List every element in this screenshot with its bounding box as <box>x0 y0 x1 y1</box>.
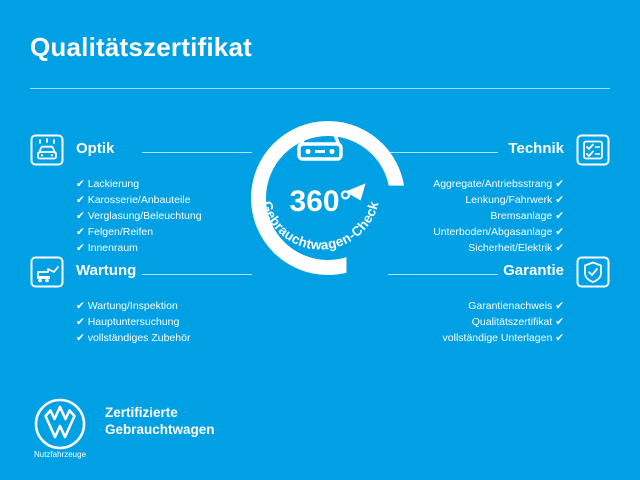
section-items <box>388 176 564 256</box>
shield-check-icon <box>576 256 610 288</box>
list-item: ✔ Innenraum <box>76 242 138 254</box>
section-title: Wartung <box>76 262 137 279</box>
section-technik <box>388 140 610 272</box>
checklist-icon <box>576 134 610 166</box>
list-item: ✔ Karosserie/Anbauteile <box>76 194 191 206</box>
badge-arc-label <box>243 113 398 268</box>
vw-logo-subtitle: Nutzfahrzeuge <box>33 450 87 459</box>
oil-can-icon <box>30 256 64 288</box>
list-item: ✔ Wartung/Inspektion <box>76 300 178 312</box>
footer-line-1: Zertifizierte <box>105 405 178 420</box>
section-title: Optik <box>76 140 115 157</box>
svg-text:Gebrauchtwagen-Check: Gebrauchtwagen-Check <box>259 199 382 253</box>
section-optik <box>30 140 252 272</box>
footer-text <box>105 404 215 438</box>
list-item: Sicherheit/Elektrik ✔ <box>468 242 564 254</box>
section-header <box>388 140 610 166</box>
list-item: Garantienachweis ✔ <box>468 300 564 312</box>
check-badge <box>243 113 398 268</box>
list-item: ✔ Lackierung <box>76 178 140 190</box>
car-wash-icon <box>30 134 64 166</box>
list-item: ✔ Hauptuntersuchung <box>76 316 180 328</box>
section-wartung <box>30 262 252 362</box>
section-title: Technik <box>508 140 564 157</box>
section-header <box>30 140 252 166</box>
list-item: Aggregate/Antriebsstrang ✔ <box>433 178 564 190</box>
section-divider <box>142 152 252 153</box>
page-title: Qualitätszertifikat <box>30 32 252 62</box>
list-item: ✔ vollständiges Zubehör <box>76 332 191 344</box>
list-item: Unterboden/Abgasanlage ✔ <box>433 226 564 238</box>
section-divider <box>142 274 252 275</box>
list-item: ✔ Felgen/Reifen <box>76 226 154 238</box>
section-divider <box>388 274 498 275</box>
section-header <box>388 262 610 288</box>
section-items <box>76 176 252 256</box>
section-items <box>388 298 564 346</box>
section-items <box>76 298 252 346</box>
title-divider <box>30 88 610 89</box>
list-item: ✔ Verglasung/Beleuchtung <box>76 210 202 222</box>
badge-degrees: 360° <box>289 185 352 218</box>
list-item: Lenkung/Fahrwerk ✔ <box>465 194 564 206</box>
section-title: Garantie <box>503 262 564 279</box>
section-divider <box>388 152 498 153</box>
vw-logo <box>34 398 86 450</box>
list-item: vollständige Unterlagen ✔ <box>442 332 564 344</box>
section-garantie <box>388 262 610 362</box>
list-item: Qualitätszertifikat ✔ <box>471 316 564 328</box>
section-header <box>30 262 252 288</box>
list-item: Bremsanlage ✔ <box>490 210 564 222</box>
footer-line-2: Gebrauchtwagen <box>105 422 215 437</box>
